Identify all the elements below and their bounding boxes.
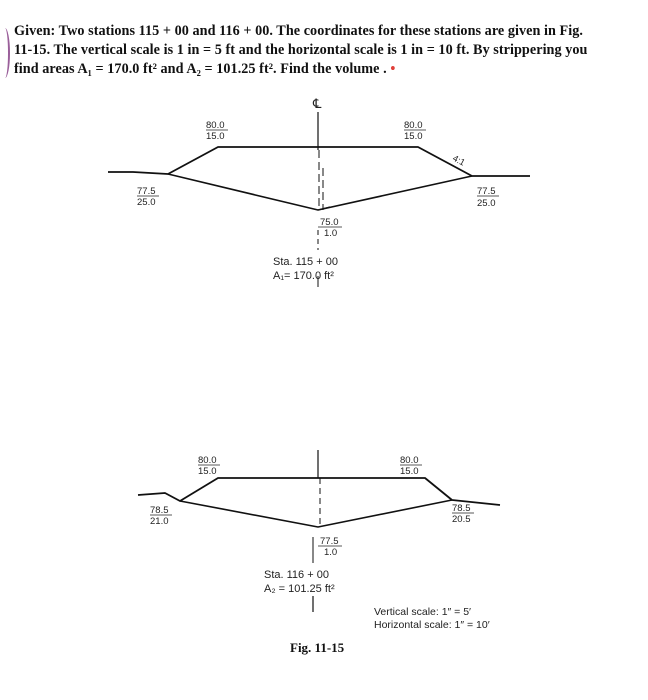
section2-left-toe-num: 78.5 <box>150 505 169 516</box>
section2-right-top-den: 15.0 <box>400 466 419 477</box>
section2-area: A₂ = 101.25 ft² <box>264 583 335 595</box>
section-2 <box>138 450 500 612</box>
section1-channel-bottom <box>168 174 472 210</box>
section-1 <box>108 112 530 287</box>
section2-right-toe-num: 78.5 <box>452 503 471 514</box>
problem-line-2: 11-15. The vertical scale is 1 in = 5 ft and the horizontal scale is 1 in = 10 ft. By strippering you <box>14 42 588 58</box>
section1-left-toe-num: 77.5 <box>137 186 156 197</box>
horizontal-scale: Horizontal scale: 1″ = 10′ <box>374 619 490 631</box>
section1-station: Sta. 115 + 00 <box>273 256 338 268</box>
red-dot-mark: • <box>390 61 396 77</box>
figure-caption: Fig. 11-15 <box>290 640 345 655</box>
section1-right-top-num: 80.0 <box>404 120 423 131</box>
section1-area: A₁= 170.0 ft² <box>273 270 334 282</box>
scale-legend <box>374 606 490 632</box>
problem-line-3: find areas A₁ = 170.0 ft² and A₂ = 101.25 ft². Find the volume . • <box>14 61 396 77</box>
section1-center-num: 75.0 <box>320 217 339 228</box>
section1-center-den: 1.0 <box>324 228 338 239</box>
section1-right-toe-num: 77.5 <box>477 186 496 197</box>
section2-left-toe-den: 21.0 <box>150 516 169 527</box>
section1-left-top-num: 80.0 <box>206 120 225 131</box>
section1-slope-label: 4:1 <box>451 152 467 168</box>
section2-channel-bottom <box>180 500 452 527</box>
section1-left-top-den: 15.0 <box>206 131 225 142</box>
section2-right-top-num: 80.0 <box>400 455 419 466</box>
section2-left-top-num: 80.0 <box>198 455 217 466</box>
section2-center-num: 77.5 <box>320 536 339 547</box>
section2-left-top-den: 15.0 <box>198 466 217 477</box>
section1-right-top-den: 15.0 <box>404 131 423 142</box>
problem-line-1: Given: Two stations 115 + 00 and 116 + 00. The coordinates for these stations are given in Fig. <box>14 23 584 39</box>
section1-right-toe-den: 25.0 <box>477 198 496 209</box>
section2-center-den: 1.0 <box>324 547 338 558</box>
section1-left-toe-den: 25.0 <box>137 197 156 208</box>
section2-right-toe-den: 20.5 <box>452 514 471 525</box>
vertical-scale: Vertical scale: 1″ = 5′ <box>374 606 472 618</box>
section2-station: Sta. 116 + 00 <box>264 569 329 581</box>
centerline-symbol: ℄ <box>313 96 322 111</box>
